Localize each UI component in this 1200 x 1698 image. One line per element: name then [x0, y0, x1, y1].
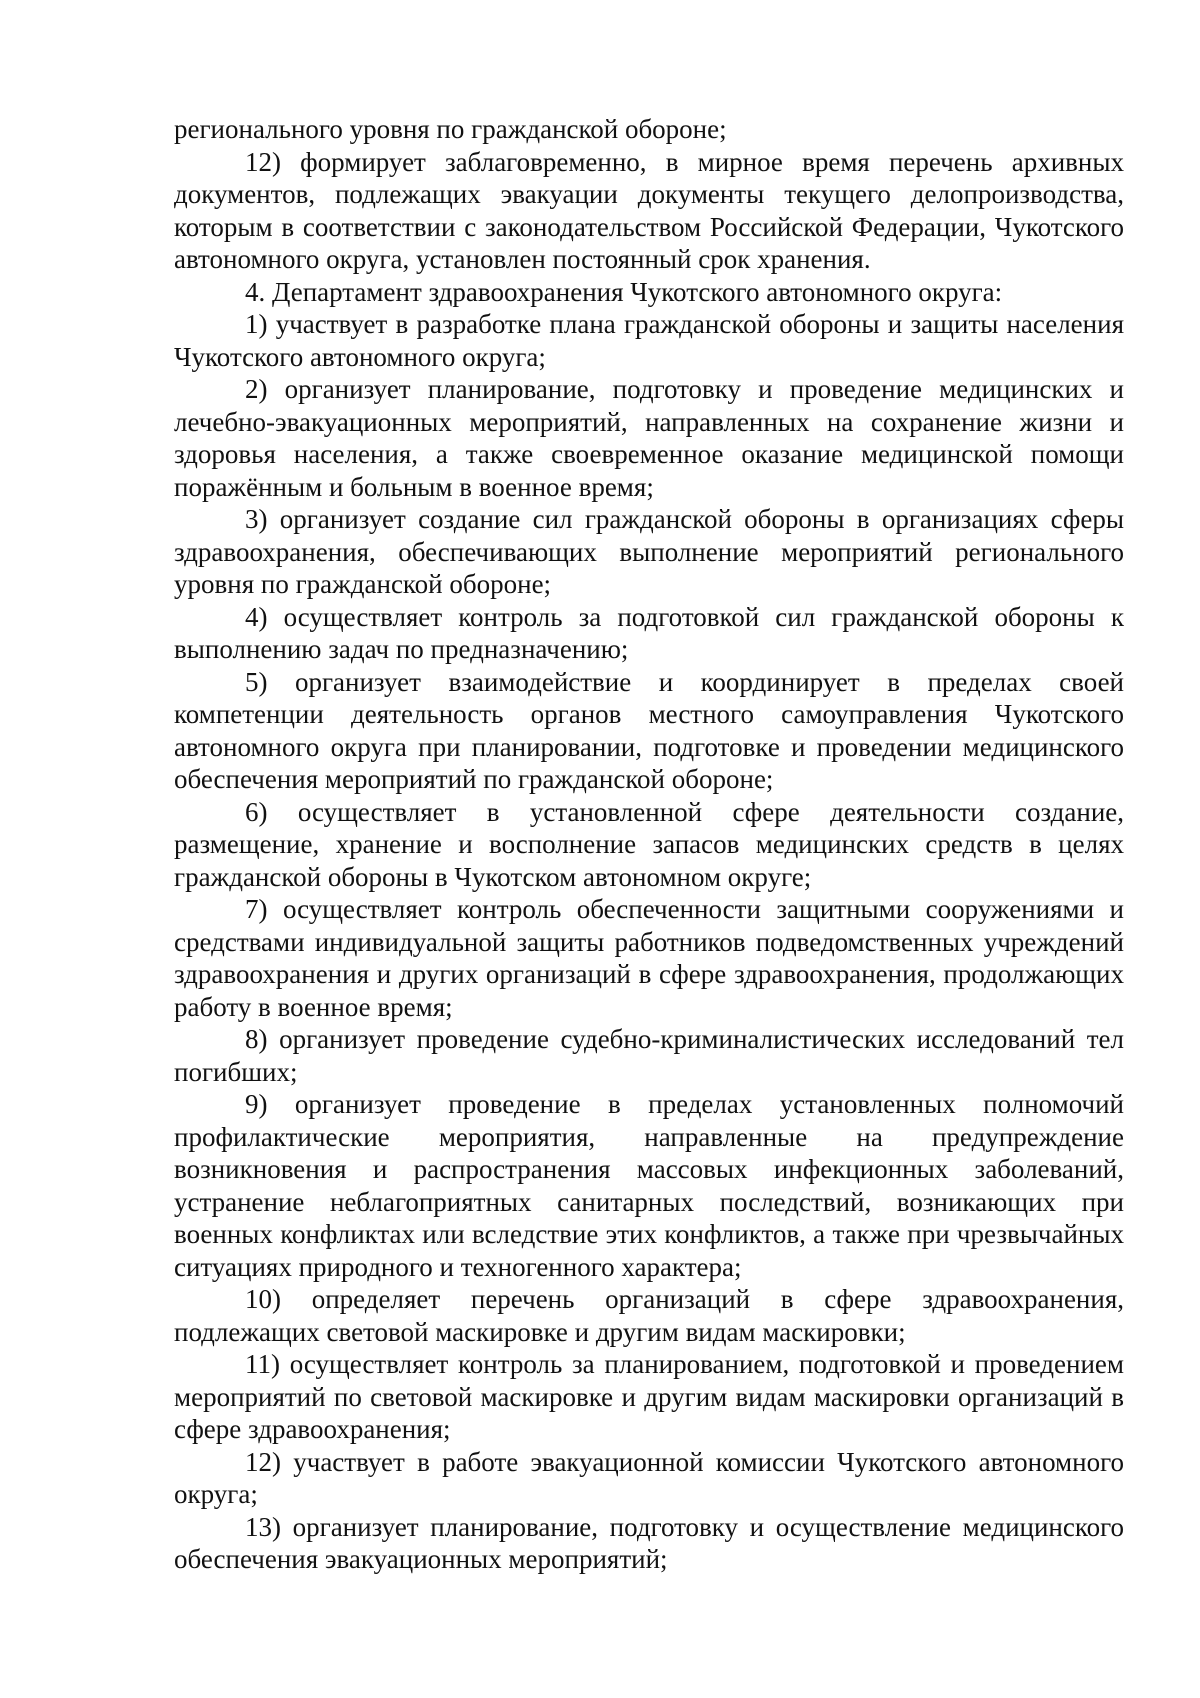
- paragraph-item-2: 2) организует планирование, подготовку и проведение медицинских и лечебно-эвакуационных мероприятий, направленных на сохранение жизни и здоровья населения, а также своевременное оказание медицинской помощи поражённым и больным в военное время;: [174, 374, 1124, 502]
- paragraph-item-4: 4) осуществляет контроль за подготовкой сил гражданской обороны к выполнению задач по предназначению;: [174, 601, 1124, 664]
- paragraph-item-8: 8) организует проведение судебно-криминалистических исследований тел погибших;: [174, 1024, 1124, 1087]
- paragraph-item-7: 7) осуществляет контроль обеспеченности защитными сооружениями и средствами индивидуальной защиты работников подведомственных учреждений здравоохранения и других организаций в сфере здравоохранения, продолжающих работу в военное время;: [174, 894, 1124, 1022]
- paragraph-item-11: 11) осуществляет контроль за планированием, подготовкой и проведением мероприятий по световой маскировке и другим видам маскировки организаций в сфере здравоохранения;: [174, 1349, 1124, 1444]
- paragraph-item-5: 5) организует взаимодействие и координирует в пределах своей компетенции деятельность органов местного самоуправления Чукотского автономного округа при планировании, подготовке и проведении медицинского обеспечения мероприятий по гражданской обороне;: [174, 666, 1124, 794]
- paragraph-item-10: 10) определяет перечень организаций в сфере здравоохранения, подлежащих световой маскировке и другим видам маскировки;: [174, 1284, 1124, 1347]
- paragraph-item-9: 9) организует проведение в пределах установленных полномочий профилактические мероприятия, направленные на предупреждение возникновения и распространения массовых инфекционных заболеваний, устранение неблагоприятных санитарных последствий, возникающих при военных конфликтах или вследствие этих конфликтов, а также при чрезвычайных ситуациях природного и техногенного характера;: [174, 1089, 1124, 1282]
- paragraph-item-12: 12) участвует в работе эвакуационной комиссии Чукотского автономного округа;: [174, 1446, 1124, 1509]
- paragraph-continuation: регионального уровня по гражданской обороне;: [174, 114, 727, 144]
- paragraph-item-12-archive: 12) формирует заблаговременно, в мирное время перечень архивных документов, подлежащих эвакуации документы текущего делопроизводства, которым в соответствии с законодательством Российской Федерации, Чукотского автономного округа, установлен постоянный срок хранения.: [174, 146, 1124, 274]
- paragraph-item-13: 13) организует планирование, подготовку и осуществление медицинского обеспечения эвакуационных мероприятий;: [174, 1511, 1124, 1574]
- paragraph-item-3: 3) организует создание сил гражданской обороны в организациях сферы здравоохранения, обеспечивающих выполнение мероприятий регионального уровня по гражданской обороне;: [174, 504, 1124, 599]
- document-page: [174, 113, 1124, 1576]
- paragraph-item-6: 6) осуществляет в установленной сфере деятельности создание, размещение, хранение и восполнение запасов медицинских средств в целях гражданской обороны в Чукотском автономном округе;: [174, 796, 1124, 892]
- paragraph-item-1: 1) участвует в разработке плана гражданской обороны и защиты населения Чукотского автономного округа;: [174, 309, 1124, 372]
- paragraph-section-4-heading: 4. Департамент здравоохранения Чукотского автономного округа:: [245, 276, 1003, 307]
